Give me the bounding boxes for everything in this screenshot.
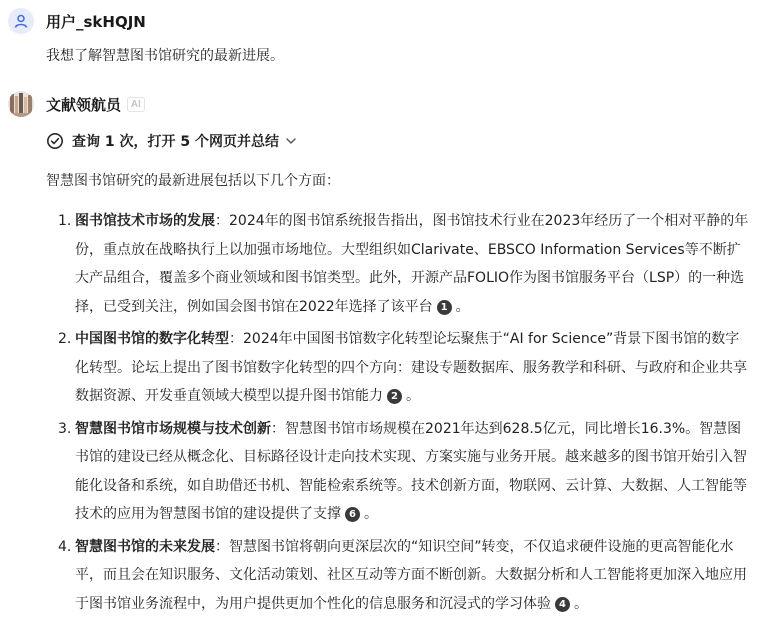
ai-badge: AI [127,97,145,112]
list-item [46,325,752,411]
list-item-number: 3. [58,415,71,444]
citation-badge[interactable]: 6 [345,507,360,522]
list-item-title: 中国图书馆的数字化转型 [75,331,229,347]
list-item [46,533,752,618]
user-header [8,8,146,34]
user-avatar [8,8,34,34]
list-item-body: ：智慧图书馆将朝向更深层次的“知识空间”转变，不仅追求硬件设施的更高智能化水平，而且会在知识服务、文化活动策划、社区互动等方面不断创新。大数据分析和人工智能将更加深入地应用于图书馆业务流程中，为用户提供更加个性化的信息服务和沉浸式的学习体验 [75,539,747,612]
list-item-title: 图书馆技术市场的发展 [75,213,215,229]
list-item-number: 1. [58,207,71,236]
person-icon [13,13,29,29]
answer-intro: 智慧图书馆研究的最新进展包括以下几个方面： [46,170,340,190]
query-summary-label: 查询 1 次，打开 5 个网页并总结 [72,131,279,151]
bot-avatar-image [8,91,34,117]
list-item-body: ：智慧图书馆市场规模在2021年达到628.5亿元，同比增长16.3%。智慧图书馆的建设已经从概念化、目标路径设计走向技术实现、方案实施与业务开展。越来越多的图书馆开始引入智能化设备和系统，如自助借还书机、智能检索系统等。技术创新方面，物联网、云计算、大数据、人工智能等技术的应用为智慧图书馆的建设提供了支撑 [75,421,747,523]
citation-badge[interactable]: 4 [555,597,570,612]
query-summary-toggle[interactable] [46,131,297,151]
assistant-avatar [8,91,34,117]
list-item-end: 。 [456,299,470,315]
list-item-end: 。 [406,388,420,404]
list-item [46,415,752,529]
list-item-body: ：2024年中国图书馆数字化转型论坛聚焦于“AI for Science”背景下图书馆的数字化转型。论坛上提出了图书馆数字化转型的四个方向：建设专题数据库、服务教学和科研、与政府和企业共享数据资源、开发垂直领域大模型以提升图书馆能力 [75,331,747,404]
list-item-end: 。 [364,506,378,522]
user-name: 用户_skHQJN [46,11,146,32]
search-check-icon [46,132,64,150]
answer-list [46,207,752,618]
assistant-name: 文献领航员 [46,94,121,115]
assistant-header [8,91,145,117]
list-item-number: 4. [58,533,71,562]
list-item-end: 。 [574,596,588,612]
chevron-down-icon [285,135,297,147]
citation-badge[interactable]: 2 [387,389,402,404]
citation-badge[interactable]: 1 [437,300,452,315]
user-message: 我想了解智慧图书馆研究的最新进展。 [46,45,284,65]
list-item [46,207,752,321]
list-item-title: 智慧图书馆的未来发展 [75,539,215,555]
list-item-title: 智慧图书馆市场规模与技术创新 [75,421,271,437]
list-item-number: 2. [58,325,71,354]
list-item-body: ：2024年的图书馆系统报告指出，图书馆技术行业在2023年经历了一个相对平静的年份，重点放在战略执行上以加强市场地位。大型组织如Clarivate、EBSCO Information Services等不断扩大产品组合，覆盖多个商业领域和图书馆类型。此外，开源产品FOLIO作为图书馆服务平台（LSP）的一种选择，已受到关注，例如国会图书馆在2022年选择了该平台 [75,213,748,315]
